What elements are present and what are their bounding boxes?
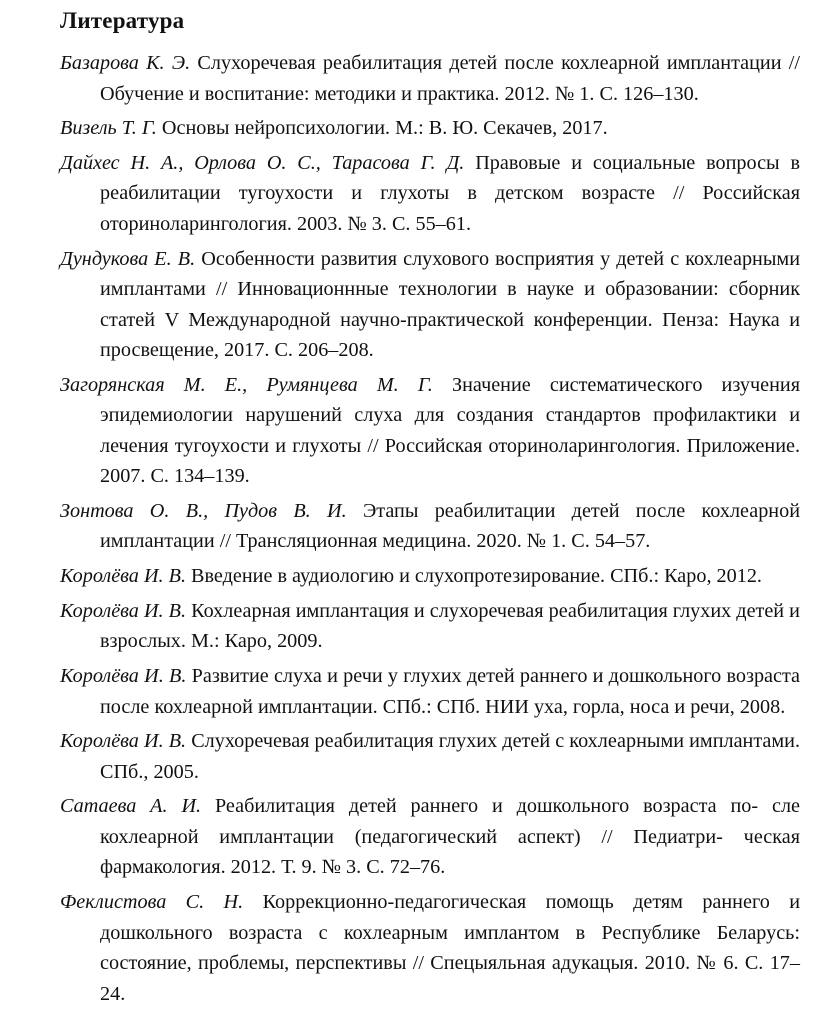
reference-text: Этапы реабилитации детей после кохлеарной имплантации // Трансляционная медицина. 2020. № 1. С. 54–57.	[100, 499, 801, 553]
reference-text: Реабилитация детей раннего и дошкольного возраста по- сле кохлеарной имплантации (педагогический аспект) // Педиатри- ческая фармакология. 2012. Т. 9. № 3. С. 72–76.	[100, 795, 800, 879]
reference-authors: Загорянская М. Е., Румянцева М. Г.	[60, 373, 433, 396]
reference-authors: Сатаева А. И.	[60, 795, 202, 818]
reference-authors: Базарова К. Э.	[60, 52, 191, 74]
reference-authors: Королёва И. В.	[60, 665, 187, 687]
reference-authors: Королёва И. В.	[60, 565, 186, 588]
reference-list	[60, 48, 800, 1013]
reference-text: Слухоречевая реабилитация глухих детей с кохлеарными имплантами. СПб., 2005.	[100, 730, 801, 783]
reference-text: Правовые и социальные вопросы в реабилитации тугоухости и глухоты в детском возрасте // Российская оториноларингология. 2003. № 3. С. 55–61.	[100, 151, 800, 235]
reference-item	[60, 48, 800, 109]
reference-authors: Дайхес Н. А., Орлова О. С., Тарасова Г. Д.	[60, 151, 465, 174]
reference-text: Значение систематического изучения эпидемиологии нарушений слуха для создания стандартов профилактики и лечения тугоухости и глухоты // Российская оториноларингология. Приложение. 2007. С. 134–139.	[100, 373, 800, 488]
reference-text: Кохлеарная имплантация и слухоречевая реабилитация глухих детей и взрослых. М.: Каро, 2009.	[100, 599, 800, 653]
reference-authors: Зонтова О. В., Пудов В. И.	[60, 499, 347, 522]
reference-item	[60, 148, 800, 240]
reference-item	[60, 113, 800, 144]
reference-text: Слухоречевая реабилитация детей после кохлеарной имплантации // Обучение и воспитание: методики и практика. 2012. № 1. С. 126–130.	[100, 52, 800, 105]
reference-item	[60, 561, 800, 592]
reference-authors: Королёва И. В.	[60, 599, 187, 622]
reference-text: Введение в аудиологию и слухопротезирование. СПб.: Каро, 2012.	[191, 565, 762, 588]
reference-authors: Королёва И. В.	[60, 730, 187, 753]
reference-item	[60, 887, 800, 1009]
reference-item	[60, 726, 800, 787]
page-title: Литература	[60, 8, 185, 33]
reference-text: Особенности развития слухового восприятия у детей с кохлеарными имплантами // Инновационнные технологии в науке и образовании: сборник статей V Международной научно-практической конференции. Пенза: Наука и просвещение, 2017. С. 206–208.	[100, 247, 801, 362]
reference-authors: Феклистова С. Н.	[60, 891, 244, 914]
reference-item	[60, 244, 800, 366]
reference-authors: Визель Т. Г.	[60, 117, 157, 140]
reference-text: Развитие слуха и речи у глухих детей раннего и дошкольного возраста после кохлеарной имплантации. СПб.: СПб. НИИ уха, горла, носа и речи, 2008.	[100, 665, 800, 718]
reference-item	[60, 661, 800, 722]
reference-item	[60, 596, 800, 657]
reference-authors: Дундукова Е. В.	[60, 247, 196, 270]
reference-item	[60, 370, 800, 492]
reference-text: Основы нейропсихологии. М.: В. Ю. Секачев, 2017.	[161, 117, 608, 140]
reference-text: Коррекционно-педагогическая помощь детям раннего и дошкольного возраста с кохлеарным имплантом в Республике Беларусь: состояние, проблемы, перспективы // Спецыяльная адукацыя. 2010. № 6. С. 17–24.	[100, 891, 801, 1005]
reference-item	[60, 791, 800, 883]
reference-item	[60, 496, 800, 557]
